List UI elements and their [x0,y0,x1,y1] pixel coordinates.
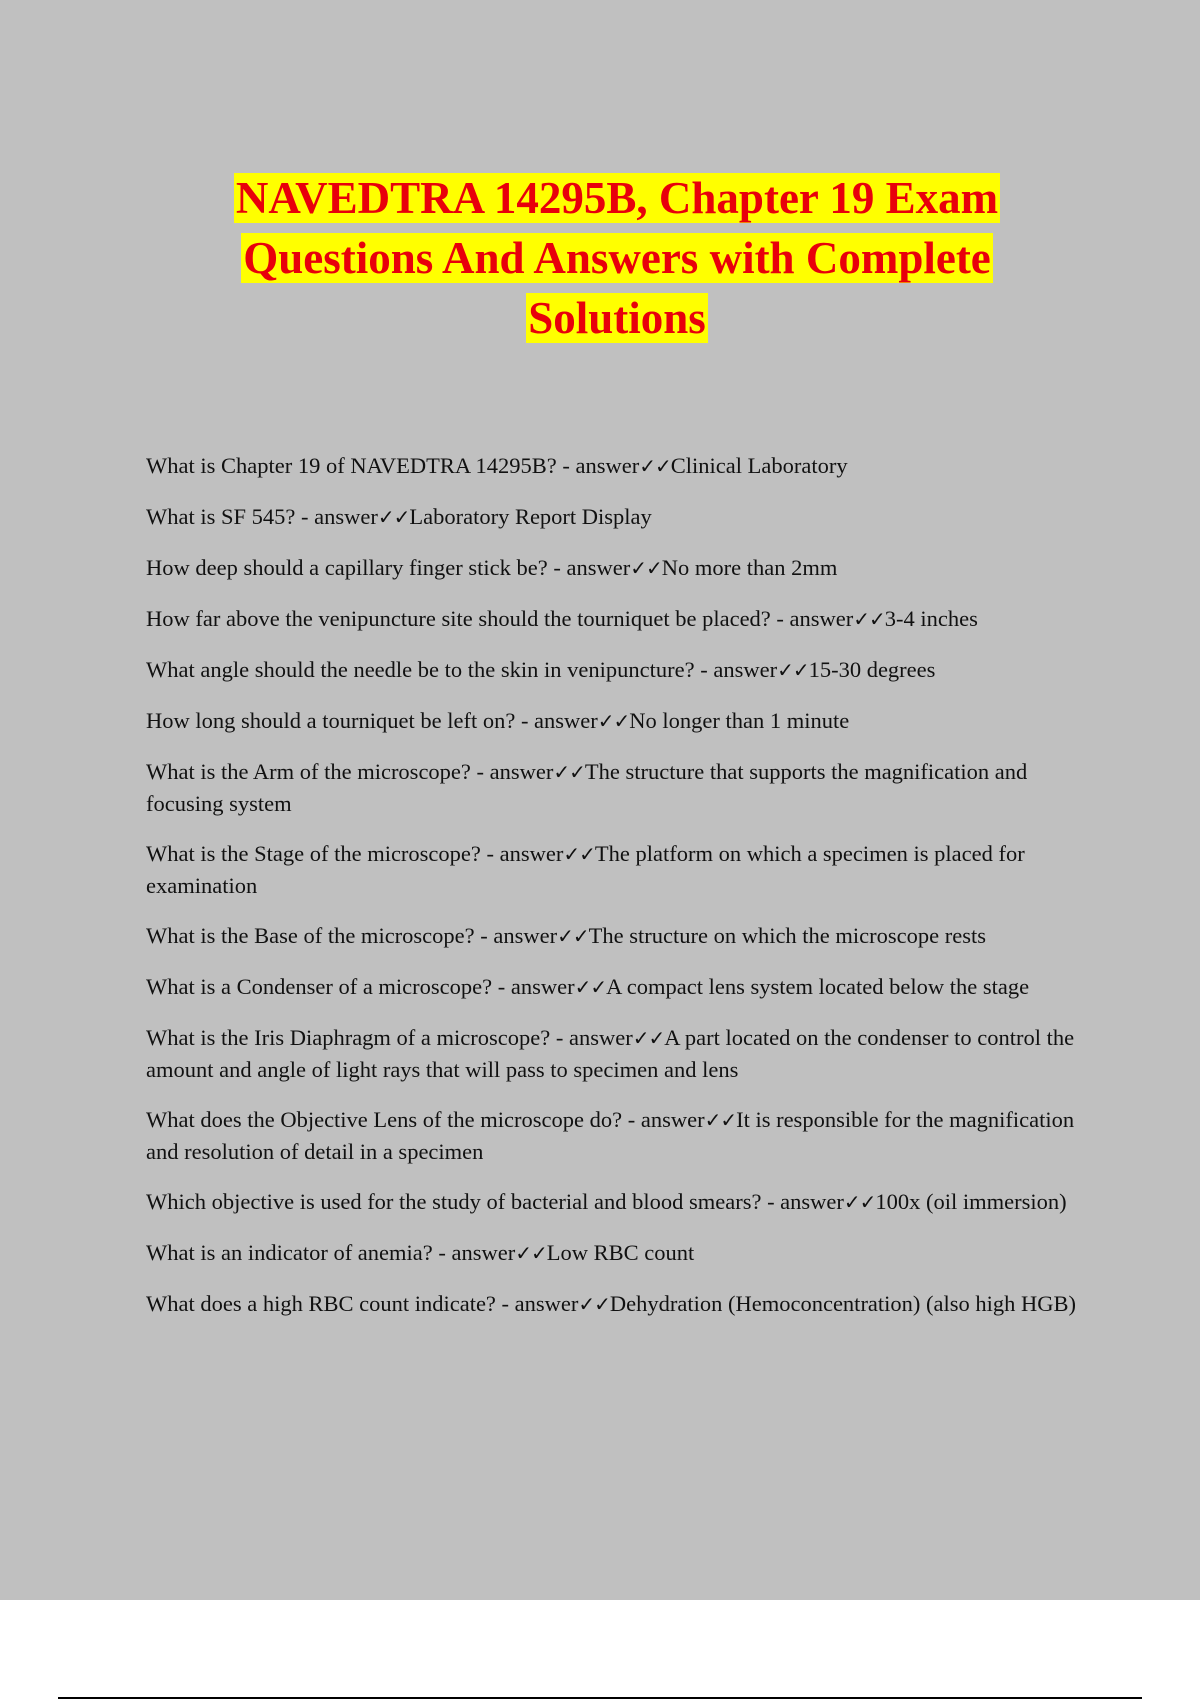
answer-text: 100x (oil immersion) [875,1189,1067,1214]
answer-text: Laboratory Report Display [409,504,652,529]
qa-item [146,450,1096,482]
answer-text: The structure on which the microscope rests [588,923,987,948]
question-text: What is an indicator of anemia? [146,1240,433,1265]
double-check-icon: ✓✓ [843,1190,876,1214]
answer-separator: - answer [470,759,554,784]
double-check-icon: ✓✓ [853,607,885,631]
question-text: What does a high RBC count indicate? [146,1291,496,1316]
double-check-icon: ✓✓ [377,505,410,529]
answer-separator: - answer [515,708,598,733]
double-check-icon: ✓✓ [578,1292,610,1316]
question-text: How deep should a capillary finger stick be? [146,555,548,580]
answer-separator: - answer [761,1189,844,1214]
question-text: What angle should the needle be to the skin in venipuncture? [146,657,695,682]
answer-separator: - answer [547,555,631,580]
question-text: What does the Objective Lens of the microscope do? [146,1107,623,1132]
answer-separator: - answer [295,504,378,529]
double-check-icon: ✓✓ [630,556,662,580]
answer-separator: - answer [495,1291,579,1316]
double-check-icon: ✓✓ [515,1241,547,1265]
question-text: How far above the venipuncture site should the tourniquet be placed? [146,606,771,631]
title-block [150,168,1084,348]
double-check-icon: ✓✓ [704,1108,737,1132]
answer-separator: - answer [492,974,575,999]
qa-item [146,501,1096,533]
double-check-icon: ✓✓ [563,842,595,866]
answer-separator: - answer [550,1025,633,1050]
answer-text: Clinical Laboratory [670,453,848,478]
double-check-icon: ✓✓ [574,975,607,999]
question-text: Which objective is used for the study of bacterial and blood smears? [146,1189,762,1214]
answer-text: A compact lens system located below the stage [606,974,1030,999]
answer-separator: - answer [622,1107,705,1132]
question-text: How long should a tourniquet be left on? [146,708,516,733]
question-text: What is a Condenser of a microscope? [146,974,493,999]
question-text: What is the Stage of the microscope? [146,841,481,866]
answer-separator: - answer [474,923,558,948]
answer-text: Low RBC count [546,1240,695,1265]
qa-item [146,1237,1096,1269]
answer-text: The platform on which a specimen is placed for examination [146,841,1025,898]
qa-item [146,838,1096,901]
qa-item [146,654,1096,686]
title-highlight: NAVEDTRA 14295B, Chapter 19 Exam Questions And Answers with Complete Solutions [235,173,999,343]
answer-text: 15-30 degrees [808,657,936,682]
qa-item [146,1022,1096,1085]
answer-separator: - answer [432,1240,516,1265]
double-check-icon: ✓✓ [553,760,585,784]
question-text: What is the Iris Diaphragm of a microscope? [146,1025,551,1050]
answer-text: Dehydration (Hemoconcentration) (also high HGB) [609,1291,1077,1316]
question-text: What is the Base of the microscope? [146,923,475,948]
double-check-icon: ✓✓ [597,709,630,733]
answer-text: 3-4 inches [884,606,978,631]
qa-item [146,1104,1096,1167]
answer-text: A part located on the condenser to control the amount and angle of light rays that will pass to specimen and lens [146,1025,1075,1082]
qa-item [146,603,1096,635]
question-text: What is SF 545? [146,504,296,529]
qa-item [146,552,1096,584]
document-title [150,168,1084,348]
answer-text: It is responsible for the magnification and resolution of detail in a specimen [146,1107,1075,1164]
answer-text: The structure that supports the magnification and focusing system [146,759,1028,816]
answer-text: No more than 2mm [661,555,838,580]
qa-item [146,705,1096,737]
double-check-icon: ✓✓ [557,924,589,948]
qa-item [146,756,1096,819]
double-check-icon: ✓✓ [632,1026,665,1050]
footer-divider [58,1697,1142,1699]
qa-list [146,450,1096,1339]
question-text: What is Chapter 19 of NAVEDTRA 14295B? [146,453,557,478]
answer-separator: - answer [770,606,854,631]
qa-item [146,1288,1096,1320]
double-check-icon: ✓✓ [777,658,809,682]
answer-text: No longer than 1 minute [629,708,850,733]
answer-separator: - answer [480,841,564,866]
qa-item [146,1186,1096,1218]
qa-item [146,971,1096,1003]
qa-item [146,920,1096,952]
answer-separator: - answer [694,657,778,682]
double-check-icon: ✓✓ [639,454,671,478]
question-text: What is the Arm of the microscope? [146,759,471,784]
answer-separator: - answer [556,453,640,478]
